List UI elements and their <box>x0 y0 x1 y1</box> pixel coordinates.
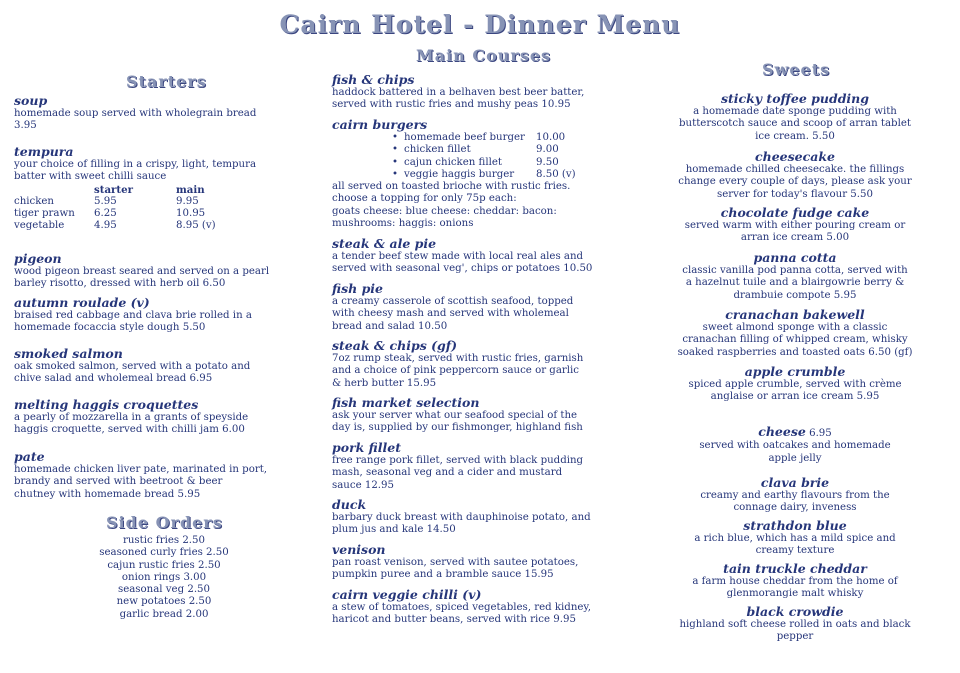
main-item <box>332 339 637 390</box>
main-name: cairn veggie chilli (v) <box>332 587 482 602</box>
main-name: cairn burgers <box>332 117 428 132</box>
main-name: fish pie <box>332 281 384 296</box>
main-desc: barbary duck breast with dauphinoise potato, and plum jus and kale 14.50 <box>332 512 591 536</box>
main-desc: a stew of tomatoes, spiced vegetables, red kidney, haricot and butter beans, served with rice 9.95 <box>332 602 592 626</box>
starter-desc: oak smoked salmon, served with a potato and chive salad and wholemeal bread 6.95 <box>14 361 251 385</box>
starter-item <box>14 252 314 291</box>
sweets-heading: Sweets <box>762 60 831 79</box>
cheese-item <box>655 562 935 601</box>
main-desc: a tender beef stew made with local real ales and served with seasonal veg', chips or potatoes 10.50 <box>332 251 593 275</box>
burger-item: • chicken fillet 9.00 <box>392 144 637 156</box>
bullet-icon <box>392 144 404 156</box>
sweet-name: cranachan bakewell <box>725 307 865 322</box>
starter-item <box>14 145 314 233</box>
main-item <box>332 498 637 537</box>
table-cell: 6.25 <box>94 208 117 220</box>
main-desc: 7oz rump steak, served with rustic fries, garnish and a choice of pink peppercorn sauce or garlic & herb butter 15.95 <box>332 353 584 389</box>
starter-desc: braised red cabbage and clava brie rolled in a homemade focaccia style dough 5.50 <box>14 310 252 334</box>
sweet-item <box>655 150 935 201</box>
table-cell: tiger prawn <box>14 208 75 220</box>
sweet-name: apple crumble <box>744 364 846 379</box>
sweet-desc: served warm with either pouring cream or arran ice cream 5.00 <box>684 220 906 244</box>
side-order-item: new potatoes 2.50 <box>116 596 212 608</box>
cheese-heading: cheese <box>758 424 806 439</box>
cheese-section <box>655 426 935 465</box>
sweet-name: chocolate fudge cake <box>720 205 870 220</box>
cheese-name: clava brie <box>760 475 830 490</box>
main-item <box>332 118 637 230</box>
starter-name: soup <box>14 93 48 108</box>
main-desc: a creamy casserole of scottish seafood, topped with cheesy mash and served with wholemeal bread and salad 10.50 <box>332 296 574 332</box>
side-orders-heading: Side Orders <box>106 513 223 532</box>
burger-note: all served on toasted brioche with rustic fries. choose a topping for only 75p each: goats cheese: blue cheese: cheddar: bacon: mushrooms: haggis: onions <box>332 181 571 230</box>
sweet-name: sticky toffee pudding <box>720 91 870 106</box>
table-cell: 4.95 <box>94 220 117 232</box>
main-item <box>332 237 637 276</box>
side-order-item: cajun rustic fries 2.50 <box>107 559 221 571</box>
main-item <box>332 396 637 435</box>
table-cell: 10.95 <box>176 208 206 220</box>
starter-name: autumn roulade (v) <box>14 295 150 310</box>
starter-desc: homemade chicken liver pate, marinated in port, brandy and served with beetroot & beer chutney with homemade bread 5.95 <box>14 464 268 500</box>
starter-name: pigeon <box>14 251 62 266</box>
cheese-desc: creamy and earthy flavours from the connage dairy, inveness <box>700 490 890 514</box>
table-cell: vegetable <box>14 220 65 232</box>
starter-name: pate <box>14 449 45 464</box>
main-item <box>332 588 637 627</box>
sweet-desc: classic vanilla pod panna cotta, served with a hazelnut tuile and a blairgowrie berry & drambuie compote 5.95 <box>682 265 908 301</box>
starter-name: melting haggis croquettes <box>14 397 199 412</box>
cheese-name: black crowdie <box>746 604 844 619</box>
starter-desc: a pearly of mozzarella in a grants of speyside haggis croquette, served with chilli jam 6.00 <box>14 412 249 436</box>
bullet-icon <box>392 132 404 144</box>
main-name: pork fillet <box>332 440 401 455</box>
table-header <box>14 184 94 196</box>
sweet-desc: a homemade date sponge pudding with butterscotch sauce and scoop of arran tablet ice cream. 5.50 <box>679 106 911 142</box>
main-courses-heading: Main Courses <box>416 46 552 65</box>
sweet-item <box>655 251 935 302</box>
burger-list <box>392 132 637 181</box>
starters-heading: Starters <box>126 72 207 91</box>
side-orders-list <box>14 535 314 621</box>
sweet-name: panna cotta <box>753 250 837 265</box>
table-header: starter <box>94 183 133 196</box>
main-desc: ask your server what our seafood special of the day is, supplied by our fishmonger, highland fish <box>332 410 583 434</box>
table-header: main <box>176 183 205 196</box>
sweet-item <box>655 308 935 359</box>
starter-item <box>14 450 314 501</box>
main-desc: haddock battered in a belhaven best beer batter, served with rustic fries and mushy peas 10.95 <box>332 87 585 111</box>
sweet-item <box>655 365 935 404</box>
cheese-intro: served with oatcakes and homemade apple jelly <box>699 440 891 464</box>
cheese-desc: highland soft cheese rolled in oats and black pepper <box>679 619 911 643</box>
main-item <box>332 282 637 333</box>
starter-item <box>14 398 314 437</box>
cheese-name: tain truckle cheddar <box>723 561 867 576</box>
main-name: steak & ale pie <box>332 236 437 251</box>
sweet-desc: spiced apple crumble, served with crème anglaise or arran ice cream 5.95 <box>688 379 902 403</box>
main-item <box>332 441 637 492</box>
table-cell: 5.95 <box>94 195 117 207</box>
cheese-item <box>655 605 935 644</box>
main-name: venison <box>332 542 386 557</box>
sweet-name: cheesecake <box>755 149 835 164</box>
main-name: fish market selection <box>332 395 480 410</box>
bullet-icon <box>392 169 404 181</box>
burger-item: • cajun chicken fillet 9.50 <box>392 157 637 169</box>
cheese-desc: a farm house cheddar from the home of glenmorangie malt whisky <box>692 576 898 600</box>
side-order-item: seasoned curly fries 2.50 <box>99 547 229 559</box>
side-order-item: onion rings 3.00 <box>121 571 207 583</box>
tempura-price-table <box>14 184 314 233</box>
cheese-name: strathdon blue <box>743 518 847 533</box>
main-item <box>332 543 637 582</box>
side-order-item: rustic fries 2.50 <box>122 535 206 546</box>
table-cell: chicken <box>14 195 54 207</box>
burger-item: • veggie haggis burger 8.50 (v) <box>392 169 637 181</box>
side-order-item: garlic bread 2.00 <box>119 608 209 620</box>
sweet-desc: homemade chilled cheesecake. the fillings change every couple of days, please ask your server for today's flavour 5.50 <box>678 164 912 200</box>
burger-item: • homemade beef burger 10.00 <box>392 132 637 144</box>
starter-desc: your choice of filling in a crispy, light, tempura batter with sweet chilli sauce <box>14 159 257 183</box>
cheese-desc: a rich blue, which has a mild spice and creamy texture <box>694 533 896 557</box>
side-order-item: seasonal veg 2.50 <box>117 584 211 596</box>
table-cell: 8.95 (v) <box>176 220 216 232</box>
starter-name: smoked salmon <box>14 346 123 361</box>
table-cell: 9.95 <box>176 195 199 207</box>
main-name: steak & chips (gf) <box>332 338 458 353</box>
main-name: fish & chips <box>332 72 415 87</box>
bullet-icon <box>392 157 404 169</box>
starter-item <box>14 296 314 335</box>
cheese-price: 6.95 <box>805 428 832 439</box>
cheese-item <box>655 476 935 515</box>
starter-item <box>14 94 314 133</box>
main-desc: free range pork fillet, served with black pudding mash, seasonal veg and a cider and mustard sauce 12.95 <box>332 455 584 491</box>
starter-desc: homemade soup served with wholegrain bread 3.95 <box>14 108 257 132</box>
main-item <box>332 73 637 112</box>
starter-item <box>14 347 314 386</box>
main-name: duck <box>332 497 367 512</box>
sweet-desc: sweet almond sponge with a classic cranachan filling of whipped cream, whisky soaked raspberries and toasted oats 6.50 (gf) <box>677 322 913 358</box>
starter-name: tempura <box>14 144 74 159</box>
sweet-item <box>655 206 935 245</box>
menu-title: Cairn Hotel - Dinner Menu <box>279 10 681 39</box>
main-desc: pan roast venison, served with sautee potatoes, pumpkin puree and a bramble sauce 15.95 <box>332 557 579 581</box>
starter-desc: wood pigeon breast seared and served on a pearl barley risotto, dressed with herb oil 6.50 <box>14 266 270 290</box>
sweet-item <box>655 92 935 143</box>
cheese-item <box>655 519 935 558</box>
